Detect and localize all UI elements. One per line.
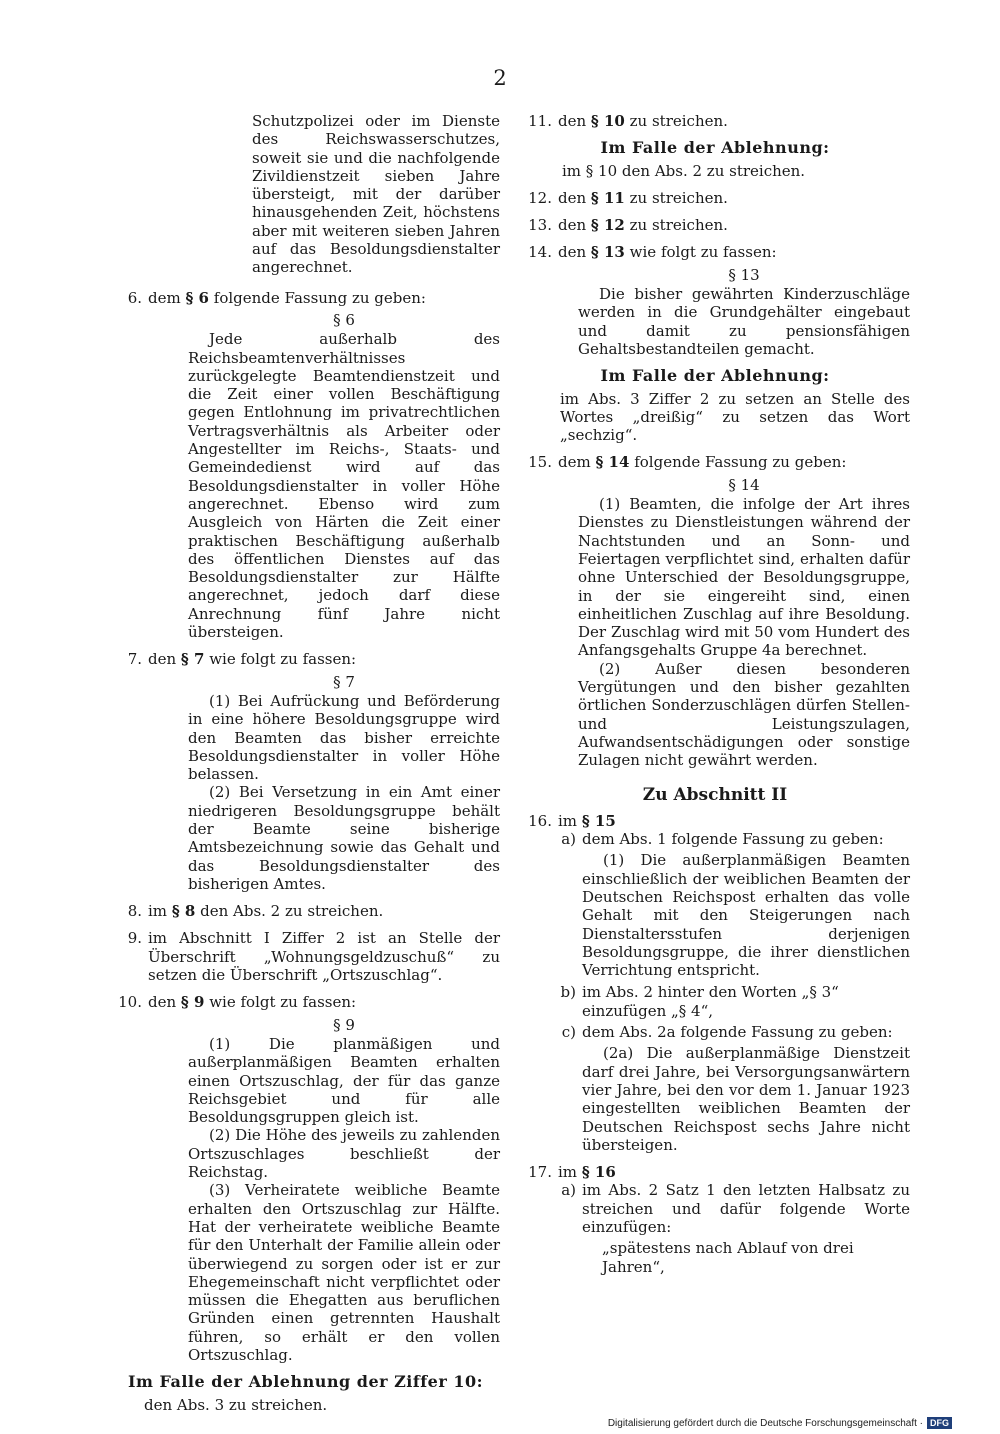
item-17 — [520, 1163, 910, 1276]
fallback-heading: Im Falle der Ablehnung der Ziffer 10: — [128, 1372, 483, 1392]
section-ref: § 8 — [171, 902, 196, 921]
item-tail: folgende Fassung zu geben: — [213, 288, 426, 307]
paragraph-mark: § 9 — [333, 1015, 355, 1034]
fallback-heading: Im Falle der Ablehnung: — [600, 366, 830, 386]
item-text: im Abschnitt I Ziffer 2 ist an Stelle der Überschrift „Wohnungsgeldzuschuß“ zu setzen die Überschrift „Ortszuschlag“. — [148, 929, 500, 985]
paragraph-text: (1) Bei Aufrückung und Beförderung in eine höhere Besoldungsgruppe wird den Beamten das bisher erreichte Besoldungsdienstalter in voller Höhe belassen. — [188, 691, 500, 784]
item-9 — [110, 929, 500, 984]
item-number: 10. — [118, 993, 142, 1012]
paragraph-mark: § 13 — [728, 265, 760, 284]
item-number: 14. — [528, 243, 552, 262]
item-12 — [520, 189, 910, 207]
item-tail: folgende Fassung zu geben: — [634, 453, 847, 472]
fallback-heading: Im Falle der Ablehnung: — [600, 138, 830, 158]
item-number: 12. — [528, 188, 552, 207]
sub-label: b) — [560, 983, 576, 1002]
item-lead: dem — [558, 453, 591, 472]
item-lead: den — [558, 112, 587, 130]
quoted-paragraph: (1) Die außerplanmäßigen Beamten einschließlich der weiblichen Beamten der Deutschen Reichspost erhalten das volle Gehalt mit den Steigerungen nach Dienstaltersstufen derjenigen Besoldungsgruppe, die ihrer dienstlichen Verrichtung entspricht. — [582, 851, 910, 980]
sub-label: a) — [561, 1181, 576, 1200]
item-lead: im — [558, 811, 578, 830]
item-lead: im — [148, 902, 168, 921]
item-number: 13. — [528, 216, 552, 235]
footer-text: Digitalisierung gefördert durch die Deutsche Forschungsgemeinschaft · — [607, 1417, 923, 1429]
item-number: 6. — [127, 288, 142, 307]
item-tail: zu streichen. — [629, 188, 728, 207]
item-tail: wie folgt zu fassen: — [209, 993, 357, 1012]
section-heading: Zu Abschnitt II — [642, 784, 788, 805]
quoted-paragraph: (2a) Die außerplanmäßige Dienstzeit darf drei Jahre, bei Versorgungsanwärtern vier Jahre, bei den vor dem 1. Januar 1923 eingestellten weiblichen Beamten der Deutschen Reichspost sechs Jahre nicht übersteigen. — [582, 1044, 910, 1154]
item-number: 7. — [127, 650, 142, 669]
item-13 — [520, 216, 910, 234]
item-tail: zu streichen. — [629, 216, 728, 235]
sub-text: im Abs. 2 Satz 1 den letzten Halbsatz zu streichen und dafür folgende Worte einzufügen: — [582, 1181, 910, 1237]
item-lead: im — [558, 1163, 578, 1182]
item-11 — [520, 112, 910, 130]
paragraph-text: Jede außerhalb des Reichsbeamtenverhältnisses zurückgelegte Beamtendienstzeit und die Zeit einer vollen Beschäftigung gegen Entlohnung im privatrechtlichen Vertragsverhältnis als Arbeiter oder Angestellter im Reichs-, Staats- und Gemeindedienst wird auf das Besoldungsdienstalter in voller Höhe angerechnet. Ebenso wird zum Ausgleich von Härten die Zeit einer praktischen Beschäftigung außerhalb des öffentlichen Dienstes auf das Besoldungsdienstalter zur Hälfte angerechnet, jedoch darf diese Anrechnung fünf Jahre nicht übersteigen. — [188, 330, 500, 642]
section-ref: § 15 — [581, 811, 616, 830]
paragraph-mark: § 7 — [333, 672, 355, 691]
item-lead: dem — [148, 288, 181, 307]
left-column — [110, 112, 500, 1414]
fallback-text: im § 10 den Abs. 2 zu streichen. — [562, 161, 806, 180]
item-tail: wie folgt zu fassen: — [629, 243, 777, 262]
item-number: 17. — [528, 1163, 552, 1182]
item-tail: zu streichen. — [629, 112, 728, 130]
sub-label: a) — [561, 830, 576, 849]
section-ref: § 14 — [595, 453, 630, 472]
paragraph-text: (1) Die planmäßigen und außerplanmäßigen Beamten erhalten einen Ortszuschlag, der für das ganze Reichsgebiet und für alle Besoldungsgruppen gleich ist. — [188, 1034, 500, 1127]
fallback-text: im Abs. 3 Ziffer 2 zu setzen an Stelle des Wortes „dreißig“ zu setzen das Wort „sechzig“. — [560, 389, 910, 445]
continuation-text: Schutzpolizei oder im Dienste des Reichswasserschutzes, soweit sie und die nachfolgende Zivildienstzeit sieben Jahre übersteigt, mit der darüber hinausgehenden Zeit, höchstens aber mit weiteren sieben Jahren auf das Besoldungsdienstalter angerechnet. — [252, 112, 500, 277]
dfg-logo: DFG — [927, 1417, 952, 1429]
page-number: 2 — [493, 66, 507, 90]
sub-label: c) — [561, 1023, 576, 1042]
right-column — [520, 112, 910, 1285]
paragraph-text: (1) Beamten, die infolge der Art ihres Dienstes zu Dienstleistungen während der Nachtstunden und an Sonn- und Feiertagen verpflichtet sind, erhalten dafür ohne Unterschied der Besoldungsgruppe, in der sie eingereiht sind, einen einheitlichen Zuschlag auf ihre Besoldung. Der Zuschlag wird mit 50 vom Hundert des Anfangsgehalts Gruppe 4a berechnet. — [578, 495, 910, 660]
section-ref: § 11 — [590, 188, 625, 207]
item-number: 16. — [528, 811, 552, 830]
paragraph-mark: § 6 — [333, 310, 355, 329]
section-ref: § 6 — [185, 288, 209, 307]
quoted-text: „spätestens nach Ablauf von drei Jahren“, — [602, 1239, 854, 1276]
sub-item-a — [550, 1181, 910, 1236]
item-lead: den — [558, 243, 587, 262]
sub-text: dem Abs. 2a folgende Fassung zu geben: — [582, 1023, 893, 1042]
footer — [608, 1417, 952, 1429]
item-tail: wie folgt zu fassen: — [209, 650, 357, 669]
item-lead: den — [148, 993, 177, 1012]
paragraph-mark: § 14 — [728, 475, 760, 494]
item-10 — [110, 993, 500, 1364]
item-number: 8. — [127, 902, 142, 921]
item-15 — [520, 453, 910, 769]
item-7 — [110, 650, 500, 893]
item-number: 15. — [528, 453, 552, 472]
item-14 — [520, 243, 910, 358]
sub-text: dem Abs. 1 folgende Fassung zu geben: — [582, 830, 884, 849]
item-tail: den Abs. 2 zu streichen. — [200, 902, 384, 921]
fallback-text: den Abs. 3 zu streichen. — [144, 1395, 328, 1414]
section-ref: § 9 — [180, 993, 205, 1012]
section-ref: § 13 — [590, 243, 625, 262]
item-6 — [110, 289, 500, 642]
sub-text: im Abs. 2 hinter den Worten „§ 3“ einzufügen „§ 4“, — [582, 983, 839, 1020]
section-ref: § 12 — [590, 216, 625, 235]
paragraph-text: (2) Die Höhe des jeweils zu zahlenden Ortszuschlages beschließt der Reichstag. — [188, 1126, 500, 1182]
item-lead: den — [558, 188, 587, 207]
item-16 — [520, 812, 910, 1154]
item-number: 11. — [528, 112, 552, 130]
paragraph-text: Die bisher gewährten Kinderzuschläge werden in die Grundgehälter eingebaut und damit zu pensionsfähigen Gehaltsbestandteilen gemacht. — [578, 285, 910, 358]
paragraph-text: (2) Außer diesen besonderen Vergütungen und den bisher gezahlten örtlichen Sonderzuschlägen dürfen Stellen- und Leistungszulagen, Aufwandsentschädigungen oder sonstige Zulagen nicht gewährt werden. — [578, 659, 910, 770]
item-8 — [110, 902, 500, 920]
section-ref: § 10 — [590, 112, 625, 130]
sub-item-b — [550, 983, 910, 1020]
paragraph-text: (2) Bei Versetzung in ein Amt einer niedrigeren Besoldungsgruppe behält der Beamte seine bisherige Amtsbezeichnung sowie das Gehalt und das Besoldungsdienstalter des bisherigen Amtes. — [188, 783, 500, 893]
paragraph-text: (3) Verheiratete weibliche Beamte erhalten den Ortszuschlag zur Hälfte. Hat der verheiratete weibliche Beamte für den Unterhalt der Familie allein oder überwiegend zu sorgen oder ist er zur Ehegemeinschaft nicht verpflichtet oder müssen die Ehegatten aus beruflichen Gründen einen getrennten Haushalt führen, so erhält er den vollen Ortszuschlag. — [188, 1181, 500, 1364]
item-lead: den — [558, 216, 587, 235]
sub-item-a — [550, 830, 910, 848]
sub-item-c — [550, 1023, 910, 1041]
item-lead: den — [148, 650, 177, 669]
section-ref: § 16 — [581, 1163, 616, 1182]
item-number: 9. — [127, 929, 142, 948]
section-ref: § 7 — [180, 650, 205, 669]
